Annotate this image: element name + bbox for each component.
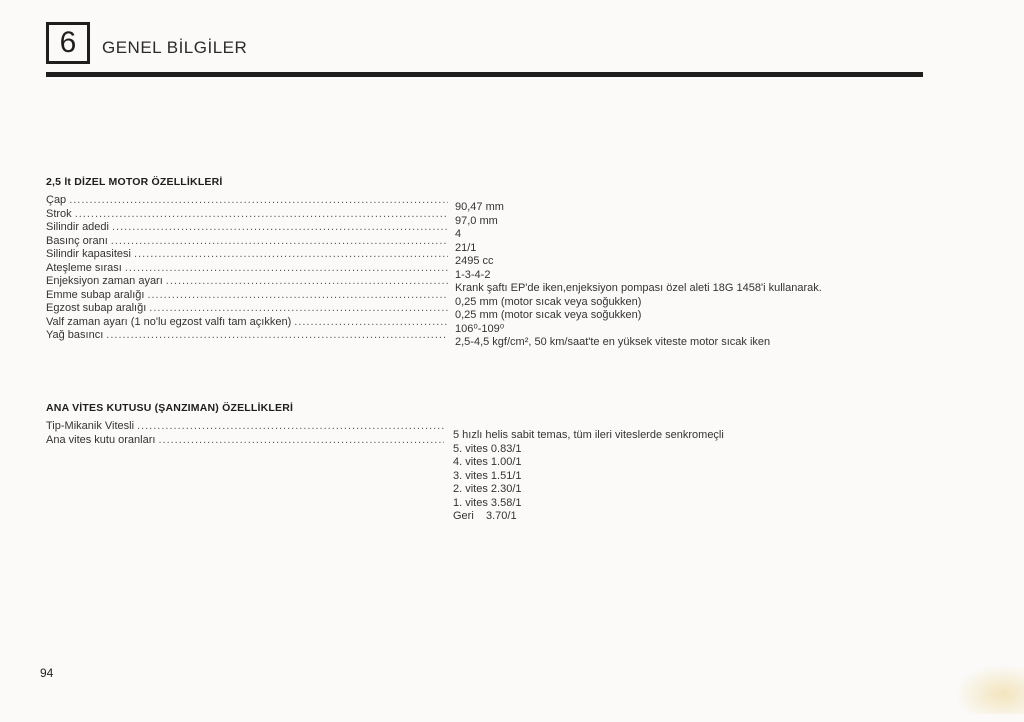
dot-leader — [158, 434, 444, 448]
spec-row — [46, 316, 448, 330]
spec-value: 2495 cc — [455, 255, 494, 267]
gearbox-value: 1. vites 3.58/1 — [453, 496, 522, 509]
dot-leader — [106, 329, 448, 343]
spec-label: Basınç oranı — [46, 234, 108, 247]
spec-label: Silindir adedi — [46, 221, 109, 233]
spec-row — [46, 262, 448, 276]
dot-leader — [125, 262, 448, 276]
spec-row — [46, 208, 448, 222]
engine-spec-labels — [46, 194, 448, 343]
paper-stain — [954, 664, 1024, 714]
dot-leader — [75, 208, 448, 222]
spec-value: 0,25 mm (motor sıcak veya soğukken) — [455, 295, 642, 308]
spec-value: 0,25 mm (motor sıcak veya soğukken) — [455, 309, 642, 321]
spec-value: 2,5-4,5 kgf/cm², 50 km/saat'te en yüksek viteste motor sıcak iken — [455, 336, 771, 348]
gearbox-spec-labels — [46, 420, 444, 447]
gearbox-section-title: ANA VİTES KUTUSU (ŞANZIMAN) ÖZELLİKLERİ — [46, 402, 294, 414]
spec-value: 21/1 — [455, 241, 477, 254]
spec-label: Ateşleme sırası — [46, 261, 122, 274]
spec-label: Çap — [46, 194, 67, 206]
gearbox-value: Geri 3.70/1 — [453, 510, 517, 522]
chapter-title: GENEL BİLGİLER — [102, 38, 248, 57]
spec-value: 1-3-4-2 — [455, 268, 491, 281]
engine-section-title: 2,5 lt DİZEL MOTOR ÖZELLİKLERİ — [46, 176, 223, 188]
gearbox-value: 5. vites 0.83/1 — [453, 442, 522, 455]
dot-leader — [149, 302, 448, 316]
dot-leader — [111, 235, 448, 249]
spec-row — [46, 235, 448, 249]
dot-leader — [166, 275, 448, 289]
spec-row — [46, 302, 448, 316]
engine-spec-values — [455, 201, 822, 350]
spec-label: Emme subap aralığı — [46, 288, 145, 301]
gearbox-value: 4. vites 1.00/1 — [453, 456, 522, 468]
spec-row — [46, 248, 448, 262]
spec-label: Yağ basıncı — [46, 329, 104, 341]
dot-leader — [137, 420, 444, 434]
gearbox-value: 2. vites 2.30/1 — [453, 483, 522, 495]
dot-leader — [134, 248, 448, 262]
dot-leader — [147, 289, 448, 303]
dot-leader — [294, 316, 448, 330]
spec-label: Egzost subap aralığı — [46, 302, 147, 314]
spec-row — [46, 329, 448, 343]
spec-value: Krank şaftı EP'de iken,enjeksiyon pompası özel aleti 18G 1458'i kullanarak. — [455, 282, 822, 294]
gearbox-value: 5 hızlı helis sabit temas, tüm ileri viteslerde senkromeçli — [453, 429, 724, 441]
spec-value: 106⁰-109⁰ — [455, 322, 505, 335]
spec-row — [46, 275, 448, 289]
spec-label: Valf zaman ayarı (1 no'lu egzost valfı tam açıkken) — [46, 315, 292, 328]
spec-label: Enjeksiyon zaman ayarı — [46, 275, 163, 287]
spec-row — [46, 221, 448, 235]
spec-row — [46, 420, 444, 434]
spec-row — [46, 434, 444, 448]
page-number: 94 — [40, 666, 54, 680]
spec-label: Strok — [46, 207, 72, 220]
spec-label: Ana vites kutu oranları — [46, 433, 156, 446]
chapter-number: 6 — [59, 26, 77, 59]
chapter-number-box — [46, 22, 90, 64]
header-rule — [46, 72, 923, 77]
spec-label: Silindir kapasitesi — [46, 248, 131, 260]
gearbox-spec-values — [453, 429, 724, 524]
dot-leader — [112, 221, 448, 235]
spec-row — [46, 289, 448, 303]
spec-row — [46, 194, 448, 208]
gearbox-value: 3. vites 1.51/1 — [453, 469, 522, 482]
spec-label: Tip-Mikanik Vitesli — [46, 420, 135, 432]
spec-value: 90,47 mm — [455, 201, 504, 213]
spec-value: 4 — [455, 228, 462, 240]
spec-value: 97,0 mm — [455, 214, 498, 227]
dot-leader — [69, 194, 448, 208]
